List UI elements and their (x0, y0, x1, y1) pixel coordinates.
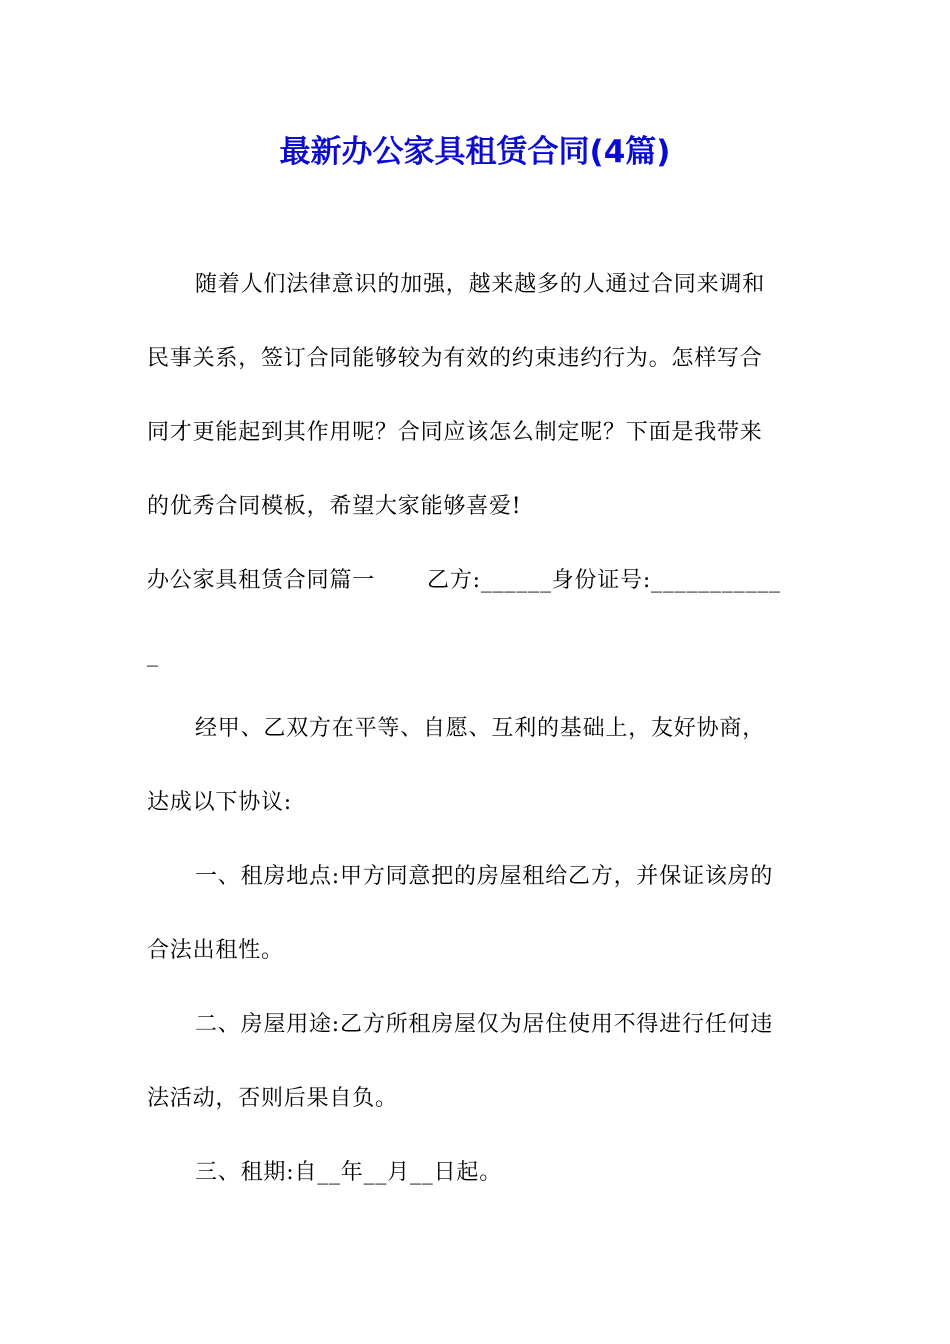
document-title: 最新办公家具租赁合同(4篇) (279, 134, 671, 170)
section-heading: 办公家具租赁合同篇一 (147, 568, 376, 593)
clause1-line-2: 合法出租性。 (147, 938, 284, 963)
document-body (147, 248, 807, 1210)
agreement-line-1: 经甲、乙双方在平等、自愿、互利的基础上，友好协商， (195, 716, 766, 741)
clause3-line: 三、租期:自__年__月__日起。 (195, 1160, 503, 1185)
clause2-line-1: 二、房屋用途:乙方所租房屋仅为居住使用不得进行任何违 (195, 1012, 774, 1037)
party-b-line: 乙方:______身份证号:___________ (427, 568, 781, 593)
agreement-line-2: 达成以下协议: (147, 790, 293, 815)
intro-line-4: 的优秀合同模板，希望大家能够喜爱! (147, 494, 522, 519)
clause1-line-1: 一、租房地点:甲方同意把的房屋租给乙方，并保证该房的 (195, 864, 774, 889)
intro-line-3: 同才更能起到其作用呢？合同应该怎么制定呢？下面是我带来 (147, 420, 763, 445)
clause2-line-2: 法活动，否则后果自负。 (147, 1086, 398, 1111)
section-heading-line (147, 544, 807, 618)
party-b-continuation: _ (147, 642, 159, 667)
intro-line-2: 民事关系，签订合同能够较为有效的约束违约行为。怎样写合 (147, 346, 763, 371)
intro-line-1: 随着人们法律意识的加强，越来越多的人通过合同来调和 (195, 272, 766, 297)
